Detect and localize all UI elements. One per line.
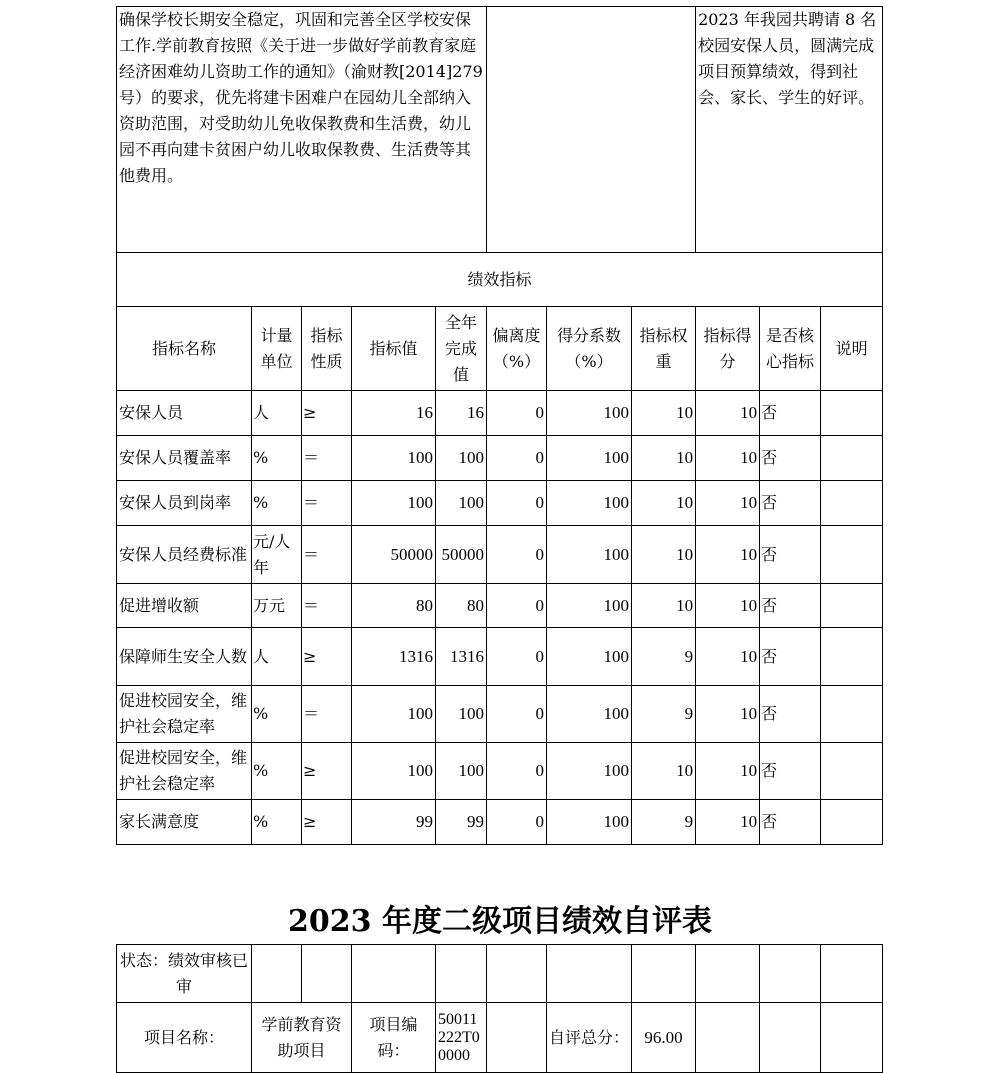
target-value-cell: 100 [352,743,436,800]
note-cell [821,436,883,481]
section-title-row [117,253,883,307]
project-name: 学前教育资助项目 [252,1003,352,1073]
table-row [117,686,883,743]
indicator-score-cell: 10 [696,800,760,845]
note-cell [821,584,883,628]
middle-text [487,7,696,253]
table-row [117,481,883,526]
nature-cell: ≥ [302,391,352,436]
header-actual: 全年完成值 [436,307,487,391]
empty-cell [252,945,302,1003]
table-row [117,743,883,800]
indicator-name-cell: 安保人员覆盖率 [117,436,252,481]
nature-cell: ≥ [302,800,352,845]
weight-cell: 10 [632,743,696,800]
target-value-cell: 100 [352,686,436,743]
status-row [117,945,883,1003]
actual-value-cell: 1316 [436,628,487,686]
note-cell [821,800,883,845]
weight-cell: 10 [632,391,696,436]
indicator-name-cell: 安保人员经费标准 [117,526,252,584]
empty-cell [302,945,352,1003]
core-flag-cell: 否 [760,481,821,526]
deviation-cell: 0 [487,743,547,800]
nature-cell: ＝ [302,584,352,628]
empty-cell [760,1003,821,1073]
actual-value-cell: 100 [436,743,487,800]
performance-indicator-table [116,6,883,845]
target-value-cell: 99 [352,800,436,845]
core-flag-cell: 否 [760,686,821,743]
indicator-score-cell: 10 [696,526,760,584]
score-coefficient-cell: 100 [547,481,632,526]
deviation-cell: 0 [487,481,547,526]
deviation-cell: 0 [487,436,547,481]
table-row [117,436,883,481]
indicator-name-cell: 安保人员到岗率 [117,481,252,526]
unit-cell: 万元 [252,584,302,628]
weight-cell: 10 [632,436,696,481]
nature-cell: ＝ [302,481,352,526]
empty-cell [352,945,436,1003]
core-flag-cell: 否 [760,584,821,628]
indicator-score-cell: 10 [696,584,760,628]
indicator-rows [117,391,883,845]
empty-cell [436,945,487,1003]
actual-value-cell: 50000 [436,526,487,584]
section-title: 绩效指标 [117,253,883,307]
empty-cell [487,1003,547,1073]
header-name: 指标名称 [117,307,252,391]
deviation-cell: 0 [487,526,547,584]
note-cell [821,628,883,686]
header-note: 说明 [821,307,883,391]
weight-cell: 9 [632,800,696,845]
actual-value-cell: 100 [436,481,487,526]
empty-cell [821,1003,883,1073]
weight-cell: 9 [632,686,696,743]
core-flag-cell: 否 [760,391,821,436]
header-core: 是否核心指标 [760,307,821,391]
nature-cell: ＝ [302,686,352,743]
core-flag-cell: 否 [760,800,821,845]
header-weight: 指标权重 [632,307,696,391]
header-target: 指标值 [352,307,436,391]
table-row [117,584,883,628]
score-coefficient-cell: 100 [547,391,632,436]
unit-cell: % [252,481,302,526]
table-row [117,800,883,845]
header-unit: 计量单位 [252,307,302,391]
target-value-cell: 80 [352,584,436,628]
total-score: 96.00 [632,1003,696,1073]
empty-cell [632,945,696,1003]
target-value-cell: 100 [352,481,436,526]
note-cell [821,743,883,800]
total-score-label: 自评总分： [547,1003,632,1073]
nature-cell: ＝ [302,526,352,584]
core-flag-cell: 否 [760,436,821,481]
indicator-name-cell: 家长满意度 [117,800,252,845]
header-deviation: 偏离度（%） [487,307,547,391]
header-nature: 指标性质 [302,307,352,391]
score-coefficient-cell: 100 [547,743,632,800]
actual-value-cell: 100 [436,436,487,481]
target-value-cell: 50000 [352,526,436,584]
indicator-score-cell: 10 [696,686,760,743]
target-value-cell: 100 [352,436,436,481]
indicator-score-cell: 10 [696,391,760,436]
table-row [117,391,883,436]
target-value-cell: 16 [352,391,436,436]
empty-cell [487,945,547,1003]
core-flag-cell: 否 [760,526,821,584]
header-row [117,307,883,391]
unit-cell: 元/人年 [252,526,302,584]
empty-cell [760,945,821,1003]
weight-cell: 10 [632,481,696,526]
actual-value-cell: 99 [436,800,487,845]
nature-cell: ≥ [302,743,352,800]
summary-row [117,7,883,253]
deviation-cell: 0 [487,628,547,686]
indicator-score-cell: 10 [696,436,760,481]
note-cell [821,391,883,436]
unit-cell: % [252,686,302,743]
unit-cell: % [252,800,302,845]
empty-cell [696,1003,760,1073]
note-cell [821,526,883,584]
indicator-name-cell: 促进校园安全，维护社会稳定率 [117,743,252,800]
indicator-name-cell: 促进校园安全，维护社会稳定率 [117,686,252,743]
unit-cell: % [252,436,302,481]
actual-value-cell: 16 [436,391,487,436]
indicator-score-cell: 10 [696,628,760,686]
empty-cell [547,945,632,1003]
indicator-name-cell: 安保人员 [117,391,252,436]
deviation-cell: 0 [487,686,547,743]
project-code: 50011222T00000 [436,1003,487,1073]
note-cell [821,481,883,526]
target-value-cell: 1316 [352,628,436,686]
actual-value-cell: 80 [436,584,487,628]
project-row [117,1003,883,1073]
core-flag-cell: 否 [760,743,821,800]
note-cell [821,686,883,743]
indicator-score-cell: 10 [696,481,760,526]
measures-text: 确保学校长期安全稳定，巩固和完善全区学校安保工作.学前教育按照《关于进一步做好学前教育家庭经济困难幼儿资助工作的通知》（渝财教[2014]279号）的要求，优先将建卡困难户在园幼儿全部纳入资助范围，对受助幼儿免收保教费和生活费，幼儿园不再向建卡贫困户幼儿收取保教费、生活费等其他费用。 [117,7,487,253]
nature-cell: ≥ [302,628,352,686]
empty-cell [821,945,883,1003]
header-score: 指标得分 [696,307,760,391]
weight-cell: 10 [632,526,696,584]
unit-cell: 人 [252,628,302,686]
project-code-label: 项目编码： [352,1003,436,1073]
score-coefficient-cell: 100 [547,628,632,686]
weight-cell: 10 [632,584,696,628]
unit-cell: 人 [252,391,302,436]
score-coefficient-cell: 100 [547,584,632,628]
header-coefficient: 得分系数（%） [547,307,632,391]
self-evaluation-table [116,944,883,1073]
status-text: 状态：绩效审核已审 [117,945,252,1003]
deviation-cell: 0 [487,800,547,845]
empty-cell [696,945,760,1003]
weight-cell: 9 [632,628,696,686]
nature-cell: ＝ [302,436,352,481]
unit-cell: % [252,743,302,800]
indicator-score-cell: 10 [696,743,760,800]
deviation-cell: 0 [487,391,547,436]
indicator-name-cell: 促进增收额 [117,584,252,628]
page-title: 2023 年度二级项目绩效自评表 [288,904,712,939]
indicator-name-cell: 保障师生安全人数 [117,628,252,686]
project-name-label: 项目名称： [117,1003,252,1073]
score-coefficient-cell: 100 [547,526,632,584]
score-coefficient-cell: 100 [547,686,632,743]
deviation-cell: 0 [487,584,547,628]
core-flag-cell: 否 [760,628,821,686]
score-coefficient-cell: 100 [547,800,632,845]
score-coefficient-cell: 100 [547,436,632,481]
actual-value-cell: 100 [436,686,487,743]
table-row [117,628,883,686]
table-row [117,526,883,584]
result-text: 2023 年我园共聘请 8 名校园安保人员，圆满完成项目预算绩效，得到社会、家长、学生的好评。 [696,7,883,253]
